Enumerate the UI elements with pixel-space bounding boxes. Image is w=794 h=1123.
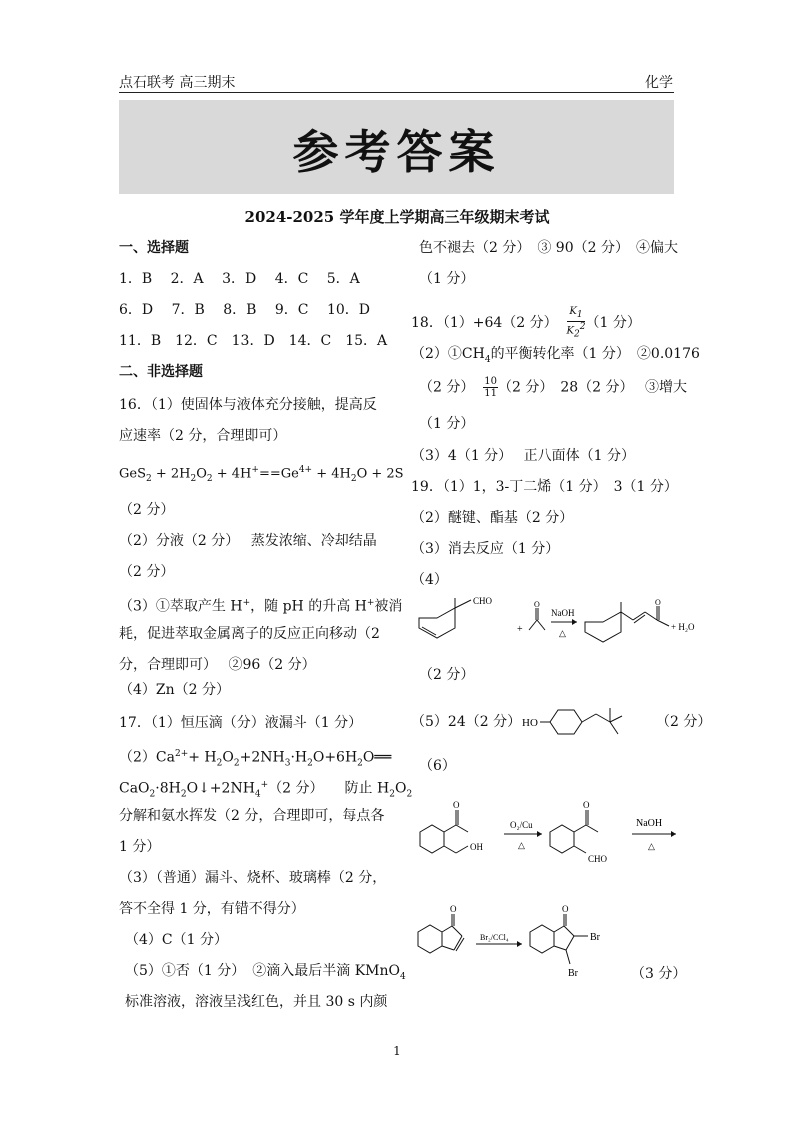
reaction-6-oxidation	[410, 792, 710, 872]
q17-5-line-b: 标准溶液，溶液呈浅红色，并且 30 s 内颜	[125, 994, 388, 1010]
banner	[119, 100, 674, 194]
q19-4-score: （2 分）	[419, 667, 475, 683]
rx7-br-2: Br	[568, 968, 578, 979]
rx6-delta-2: △	[648, 841, 655, 851]
q17-2-line-d: 1 分）	[119, 839, 161, 855]
q18-2-line-a: $(2)①CH_4$的平衡转化率（1 分） ②0.0176	[411, 346, 700, 365]
q19-5-score: （2 分）	[656, 714, 712, 730]
cyclohexene-aldehyde-structure	[419, 598, 471, 638]
q16-1-score: （2 分）	[119, 502, 175, 518]
page-number: 1	[393, 1044, 401, 1058]
reaction-4-scheme	[415, 596, 715, 658]
section-2-heading: 二、非选择题	[119, 364, 203, 380]
rx7-sm-oxygen: O	[450, 904, 457, 914]
enone-product-structure	[585, 602, 669, 642]
q17-2-line-a: $(2)Ca^{2+}+$ $H_2O_2+2NH_3\cdot H_2O+6H_2O══$	[119, 749, 392, 769]
rx6-reagent: O₂/Cu	[510, 820, 533, 830]
exam-title: 2024-2025 学年度上学期高三年级期末考试	[244, 208, 550, 226]
q17-4: （4）C（1 分）	[125, 932, 228, 948]
rx6-oh-label: OH	[470, 842, 483, 852]
rx6-naoh: NaOH	[636, 818, 663, 829]
q19-5: （5）24（2 分）	[411, 714, 522, 730]
rx4-cho-label: CHO	[473, 596, 493, 606]
formyl-acetophenone	[550, 810, 598, 853]
dibromoindanone-structure	[530, 914, 588, 964]
q16-1-line-a: 16．（1）使固体与液体充分接触，提高反	[119, 397, 377, 413]
header-rule	[119, 92, 674, 93]
q16-equation: $GeS_2 + 2H_2O_2 + 4H^+==Ge^{4+} + 4H_2O + 2S$	[119, 465, 404, 484]
q17-1: 17．（1）恒压滴（分）液漏斗（1 分）	[119, 715, 363, 731]
rx7-arrowhead	[517, 941, 522, 947]
rx7-br-1: Br	[590, 932, 600, 943]
hydroxymethyl-acetophenone	[420, 810, 468, 853]
header-left: 点石联考 高三期末	[119, 75, 236, 91]
q17-3-line-b: 答不全得 1 分，有错不得分）	[119, 901, 305, 917]
q16-2-line-b: （2 分）	[119, 564, 175, 580]
k-ratio-fraction: $\frac{K_1}{K_2^2}$	[566, 306, 586, 340]
reaction-6-bromination	[410, 902, 640, 982]
q17-2-line-c: 分解和氨水挥发（2 分，合理即可，每点各	[119, 808, 385, 824]
fraction-10-11: $\frac{10}{11}$	[484, 376, 497, 399]
answers-row-1: 1．B 2．A 3．D 4．C 5．A	[119, 271, 360, 287]
q19-4-label: （4）	[411, 572, 448, 588]
banner-title: 参考答案	[292, 125, 501, 179]
para-substituted-phenol-ring	[540, 708, 622, 734]
rx6-arrowhead-2	[671, 831, 676, 837]
rx4-water: + H₂O	[671, 622, 695, 632]
rx6-arrowhead-1	[537, 831, 542, 837]
q16-1-line-b: 应速率（2 分，合理即可）	[119, 428, 287, 444]
q16-2-line-a: （2）分液（2 分） 蒸发浓缩、冷却结晶	[119, 533, 377, 549]
rx6-cho-label: CHO	[588, 854, 608, 864]
rx4-product-oxygen: O	[655, 598, 661, 607]
q16-3-line-a: （3）①萃取产生 H+，随 pH 的升高 H+被消	[119, 598, 403, 615]
q19-5-ho: HO	[522, 717, 538, 729]
rx7-reagent: Br₂/CCl₄	[480, 933, 509, 942]
q18-1: 18．（1）+64（2 分） $\frac{K_1}{K_2^2}$ （1 分）	[411, 306, 641, 340]
q19-5-structure	[520, 702, 660, 742]
q19-6-score: （3 分）	[631, 966, 687, 982]
q18-2-line-b: （2 分） $\frac{10}{11}$ （2 分） 28（2 分） ③增大	[419, 376, 687, 399]
rx6-sm-oxygen: O	[453, 800, 460, 810]
section-1-heading: 一、选择题	[119, 240, 189, 256]
rx4-acetone-oxygen: O	[534, 600, 540, 609]
rx6-int-oxygen: O	[583, 800, 590, 810]
q16-3-line-b: 耗，促进萃取金属离子的反应正向移动（2	[119, 626, 380, 642]
rx4-plus: +	[517, 624, 523, 635]
rx7-product-oxygen: O	[562, 904, 569, 914]
q19-2: （2）醚键、酯基（2 分）	[411, 510, 574, 526]
answers-row-3: 11．B 12．C 13．D 14．C 15．A	[119, 333, 388, 349]
header-right: 化学	[645, 75, 673, 91]
q19-6-label: （6）	[419, 758, 456, 774]
q18-2-line-c: （1 分）	[419, 416, 475, 432]
answers-row-2: 6．D 7．B 8．B 9．C 10．D	[119, 302, 370, 318]
q19-1: 19．（1）1，3-丁二烯（1 分） 3（1 分）	[411, 479, 678, 495]
rx4-arrowhead	[572, 619, 577, 625]
q17-2-line-b: $CaO_2\cdot 8H_2O↓+2NH_4^+(2$ 分） 防止 $H_2O_2$	[119, 780, 413, 800]
indenone-structure	[418, 914, 464, 953]
q16-3-line-c: 分，合理即可） ②96（2 分）	[119, 657, 316, 673]
acetone-structure	[529, 608, 545, 630]
rx6-delta-1: △	[518, 840, 525, 850]
q16-4: （4）Zn（2 分）	[119, 682, 231, 698]
rx4-delta: △	[559, 628, 566, 638]
q17-5-line-c: 色不褪去（2 分） ③ 90（2 分） ④偏大	[419, 240, 678, 256]
q17-3-line-a: （3）（普通）漏斗、烧杯、玻璃棒（2 分，	[119, 870, 387, 886]
rx4-naoh: NaOH	[551, 608, 575, 618]
q18-3: （3）4（1 分） 正八面体（1 分）	[411, 448, 635, 464]
q17-5-line-a: （5）①否（1 分） ②滴入最后半滴 KMnO$_4$	[125, 963, 406, 982]
q17-5-line-d: （1 分）	[419, 271, 475, 287]
q19-3: （3）消去反应（1 分）	[411, 541, 560, 557]
